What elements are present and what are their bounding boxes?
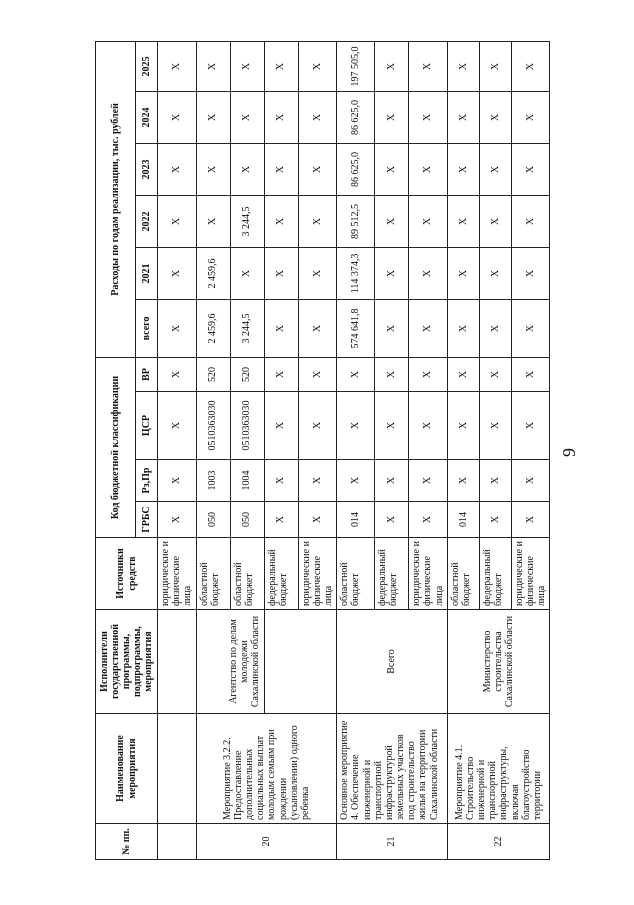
value-cell: X: [298, 195, 337, 247]
value-cell: 2 459,6: [196, 247, 230, 299]
header-expenses: Расходы по годам реализации, тыс. рублей: [96, 41, 136, 357]
value-cell: X: [409, 299, 448, 357]
row-num: 22: [447, 824, 550, 860]
measure-name: Основное мероприятие 4. Обеспечение инженерной и транспортной инфраструктурой земельных участков под строительство жилья на территории Сахалинской области: [337, 714, 448, 824]
row-num: 21: [337, 824, 448, 860]
value-cell: X: [511, 143, 550, 195]
value-cell: 89 512,5: [337, 195, 375, 247]
rzpr-cell: X: [409, 460, 448, 502]
value-cell: X: [158, 247, 197, 299]
source-cell: федеральный бюджет: [375, 538, 409, 610]
measure-name: Мероприятие 4.1. Строительство инженерной и транспортной инфраструктуры, включая благоустройство территории: [447, 714, 550, 824]
header-rzpr: Рз,Пр: [136, 460, 158, 502]
source-cell: областной бюджет: [196, 538, 230, 610]
csr-cell: X: [511, 392, 550, 460]
csr-cell: X: [479, 392, 511, 460]
header-grbs: ГРБС: [136, 502, 158, 538]
value-cell: X: [447, 143, 479, 195]
header-executor: Исполнители государственной программы, подпрограммы, мероприятия: [96, 610, 158, 714]
source-cell: федеральный бюджет: [264, 538, 298, 610]
vr-cell: X: [447, 357, 479, 391]
value-cell: X: [158, 143, 197, 195]
value-cell: X: [375, 91, 409, 143]
value-cell: 86 625,0: [337, 143, 375, 195]
value-cell: X: [375, 247, 409, 299]
value-cell: X: [409, 247, 448, 299]
value-cell: X: [375, 299, 409, 357]
grbs-cell: 050: [196, 502, 230, 538]
header-vr: ВР: [136, 357, 158, 391]
csr-cell: X: [298, 392, 337, 460]
table-row: [196, 41, 230, 859]
value-cell: X: [479, 299, 511, 357]
rzpr-cell: X: [158, 460, 197, 502]
value-cell: X: [298, 247, 337, 299]
value-cell: X: [298, 41, 337, 91]
header-year-2022: 2022: [136, 195, 158, 247]
value-cell: X: [264, 41, 298, 91]
csr-cell: X: [264, 392, 298, 460]
vr-cell: X: [337, 357, 375, 391]
rzpr-cell: X: [264, 460, 298, 502]
value-cell: X: [298, 143, 337, 195]
vr-cell: X: [479, 357, 511, 391]
rzpr-cell: X: [447, 460, 479, 502]
rzpr-cell: 1004: [230, 460, 264, 502]
vr-cell: X: [375, 357, 409, 391]
value-cell: 3 244,5: [230, 299, 264, 357]
source-cell: юридические и физические лица: [158, 538, 197, 610]
csr-cell: 0510363030: [230, 392, 264, 460]
value-cell: X: [479, 91, 511, 143]
rzpr-cell: 1003: [196, 460, 230, 502]
value-cell: 2 459,6: [196, 299, 230, 357]
source-cell: областной бюджет: [447, 538, 479, 610]
vr-cell: 520: [196, 357, 230, 391]
value-cell: X: [447, 247, 479, 299]
value-cell: X: [230, 247, 264, 299]
vr-cell: X: [264, 357, 298, 391]
value-cell: X: [511, 41, 550, 91]
rzpr-cell: X: [511, 460, 550, 502]
header-num: № пп.: [96, 824, 158, 860]
value-cell: X: [264, 91, 298, 143]
value-cell: X: [196, 41, 230, 91]
grbs-cell: 014: [447, 502, 479, 538]
grbs-cell: X: [479, 502, 511, 538]
vr-cell: X: [298, 357, 337, 391]
value-cell: X: [196, 143, 230, 195]
budget-table-rotated: [95, 42, 567, 860]
value-cell: X: [447, 91, 479, 143]
source-cell: областной бюджет: [337, 538, 375, 610]
header-year-2025: 2025: [136, 41, 158, 91]
value-cell: 574 641,8: [337, 299, 375, 357]
page-number: 9: [559, 448, 579, 457]
value-cell: X: [158, 41, 197, 91]
value-cell: X: [479, 195, 511, 247]
csr-cell: X: [375, 392, 409, 460]
value-cell: X: [479, 41, 511, 91]
value-cell: X: [158, 91, 197, 143]
value-cell: X: [447, 195, 479, 247]
value-cell: X: [511, 299, 550, 357]
value-cell: X: [447, 299, 479, 357]
value-cell: X: [511, 195, 550, 247]
value-cell: 3 244,5: [230, 195, 264, 247]
executor-cell: Агентство по делам молодежи Сахалинской области: [196, 610, 264, 714]
csr-cell: X: [447, 392, 479, 460]
header-year-2024: 2024: [136, 91, 158, 143]
table-row: [447, 41, 479, 859]
value-cell: X: [409, 143, 448, 195]
value-cell: X: [409, 195, 448, 247]
value-cell: 197 505,0: [337, 41, 375, 91]
value-cell: X: [196, 91, 230, 143]
value-cell: X: [158, 299, 197, 357]
header-total: всего: [136, 299, 158, 357]
value-cell: X: [158, 195, 197, 247]
vr-cell: X: [158, 357, 197, 391]
rzpr-cell: X: [337, 460, 375, 502]
value-cell: 86 625,0: [337, 91, 375, 143]
value-cell: X: [230, 91, 264, 143]
value-cell: X: [511, 247, 550, 299]
csr-cell: X: [337, 392, 375, 460]
header-name: Наименование мероприятия: [96, 714, 158, 824]
budget-table: [95, 41, 550, 860]
vr-cell: X: [409, 357, 448, 391]
grbs-cell: X: [375, 502, 409, 538]
value-cell: X: [264, 299, 298, 357]
grbs-cell: X: [298, 502, 337, 538]
executor-cell: Министерство строительства Сахалинской области: [447, 610, 550, 714]
value-cell: X: [375, 143, 409, 195]
csr-cell: 0510363030: [196, 392, 230, 460]
csr-cell: X: [158, 392, 197, 460]
source-cell: юридические и физические лица: [298, 538, 337, 610]
value-cell: X: [409, 91, 448, 143]
value-cell: X: [479, 247, 511, 299]
grbs-cell: X: [409, 502, 448, 538]
grbs-cell: 050: [230, 502, 264, 538]
grbs-cell: X: [264, 502, 298, 538]
vr-cell: 520: [230, 357, 264, 391]
value-cell: X: [375, 195, 409, 247]
value-cell: X: [196, 195, 230, 247]
header-year-2021: 2021: [136, 247, 158, 299]
value-cell: X: [230, 143, 264, 195]
value-cell: X: [230, 41, 264, 91]
executor-cell: Всего: [337, 610, 448, 714]
csr-cell: X: [409, 392, 448, 460]
value-cell: X: [264, 247, 298, 299]
value-cell: X: [511, 91, 550, 143]
value-cell: 114 374,3: [337, 247, 375, 299]
value-cell: X: [479, 143, 511, 195]
rzpr-cell: X: [298, 460, 337, 502]
measure-name: Мероприятие 3.2.2. Предоставление дополнительных социальных выплат молодым семьям при рождении (усыновлении) одного ребенка: [196, 714, 337, 824]
value-cell: X: [264, 195, 298, 247]
value-cell: X: [264, 143, 298, 195]
value-cell: X: [409, 41, 448, 91]
source-cell: юридические и физические лица: [409, 538, 448, 610]
source-cell: областной бюджет: [230, 538, 264, 610]
grbs-cell: X: [158, 502, 197, 538]
header-csr: ЦСР: [136, 392, 158, 460]
value-cell: X: [298, 299, 337, 357]
table-row: [337, 41, 375, 859]
rzpr-cell: X: [479, 460, 511, 502]
table-row: [158, 41, 197, 859]
grbs-cell: 014: [337, 502, 375, 538]
header-kbk: Код бюджетной классификации: [96, 357, 136, 537]
row-num: 20: [196, 824, 337, 860]
header-sources: Источники средств: [96, 538, 158, 610]
value-cell: X: [447, 41, 479, 91]
value-cell: X: [375, 41, 409, 91]
rzpr-cell: X: [375, 460, 409, 502]
header-year-2023: 2023: [136, 143, 158, 195]
grbs-cell: X: [511, 502, 550, 538]
source-cell: юридические и физические лица: [511, 538, 550, 610]
value-cell: X: [298, 91, 337, 143]
vr-cell: X: [511, 357, 550, 391]
source-cell: федеральный бюджет: [479, 538, 511, 610]
